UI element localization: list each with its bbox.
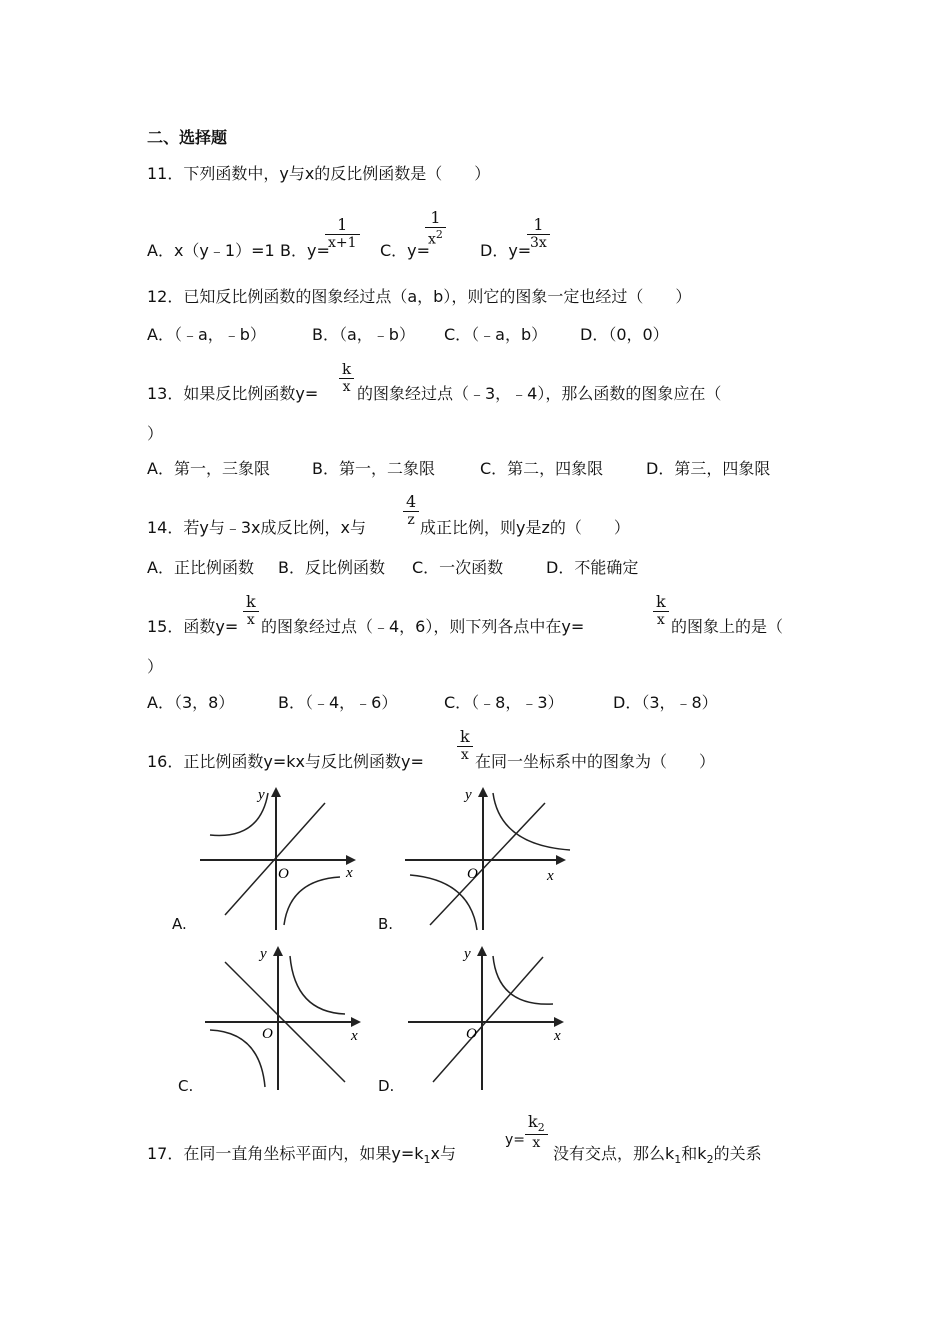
q16-stem-pre: 16．正比例函数y=kx与反比例函数y= <box>147 752 424 771</box>
q11-c-denominator <box>425 227 446 248</box>
q17-sub-a: 1 <box>674 1153 682 1167</box>
graph-b-hyperbola-q1 <box>493 793 570 850</box>
q14-stem-post: 成正比例，则y是z的（ ） <box>420 518 630 537</box>
graph-c-x-arrow <box>351 1017 361 1027</box>
q15-stem-mid: 的图象经过点（﹣4，6），则下列各点中在y= <box>261 617 585 636</box>
q12-stem: 12．已知反比例函数的图象经过点（a，b），则它的图象一定也经过（ ） <box>147 287 692 306</box>
section-title: 二、选择题 <box>147 128 228 147</box>
q14-option-d: D．不能确定 <box>546 558 639 577</box>
q16-graph-a <box>200 785 365 933</box>
q16-option-a: A. <box>172 915 187 933</box>
q15-option-d: D．（3，﹣8） <box>613 693 718 712</box>
q13-numerator: k <box>342 360 352 378</box>
q14-numerator: 4 <box>406 492 417 511</box>
graph-d-x-label: x <box>554 1028 561 1044</box>
q11-stem: 11．下列函数中，y与x的反比例函数是（ ） <box>147 164 491 183</box>
graph-a-y-label: y <box>258 787 265 803</box>
q13-stem-post: 的图象经过点（﹣3，﹣4），那么函数的图象应在（ <box>357 384 722 403</box>
q15-option-c: C．（﹣8，﹣3） <box>444 693 564 712</box>
q15-option-b: B．（﹣4，﹣6） <box>278 693 398 712</box>
q11-d-fraction <box>527 215 550 251</box>
graph-a-y-arrow <box>271 787 281 797</box>
q17-stem-mid: x与 <box>430 1144 456 1163</box>
q17-stem <box>147 1144 456 1170</box>
q11-b-numerator: 1 <box>337 215 348 234</box>
graph-b-hyperbola-q3 <box>410 875 477 930</box>
graph-b-x-arrow <box>556 855 566 865</box>
q16-numerator: k <box>460 727 470 746</box>
q17-num-k: k <box>528 1112 538 1131</box>
q16-option-b: B. <box>378 915 394 933</box>
q15-option-a: A．（3，8） <box>147 693 235 712</box>
q17-num-sub: 2 <box>537 1121 545 1135</box>
graph-c-hyperbola-q1 <box>290 956 345 1014</box>
q12-option-a: A．（﹣a，﹣b） <box>147 325 266 344</box>
graph-d-y-label: y <box>464 946 471 962</box>
q15-numerator-1: k <box>246 592 256 611</box>
graph-c-y-label: y <box>260 946 267 962</box>
q17-sub-b: 2 <box>706 1153 714 1167</box>
q15-denominator-1: x <box>243 611 259 628</box>
graph-d-y-arrow <box>477 946 487 956</box>
q11-option-c: C．y= <box>380 241 431 260</box>
q14-fraction <box>403 492 419 528</box>
q14-option-a: A．正比例函数 <box>147 558 254 577</box>
graph-a-x-arrow <box>346 855 356 865</box>
q17-stem-pre: 17．在同一直角坐标平面内，如果y=k <box>147 1144 424 1163</box>
q13-fraction <box>339 360 354 395</box>
graph-c-hyperbola-q3 <box>210 1030 265 1087</box>
graph-c-y-arrow <box>273 946 283 956</box>
q17-y-equals: y= <box>505 1132 526 1148</box>
q11-b-fraction <box>325 215 360 251</box>
graph-d-origin-label: O <box>466 1026 477 1042</box>
q15-stem-pre: 15．函数y= <box>147 617 239 636</box>
q14-stem-pre: 14．若y与﹣3x成反比例，x与 <box>147 518 366 537</box>
q13-stem-line2: ） <box>147 424 164 443</box>
graph-c-origin-label: O <box>262 1026 273 1042</box>
q17-stem-post <box>553 1144 762 1170</box>
q11-c-den-base: x <box>428 231 436 248</box>
q11-option-a: A．x（y﹣1）=1 <box>147 241 275 260</box>
q16-graph-d <box>408 942 573 1092</box>
q15-stem-line2: ） <box>147 657 164 676</box>
q11-c-den-exponent: 2 <box>435 228 443 241</box>
q13-denominator: x <box>339 378 354 395</box>
graph-c-x-label: x <box>351 1028 358 1044</box>
q17-sub-1: 1 <box>423 1153 431 1167</box>
q15-denominator-2: x <box>653 611 669 628</box>
q12-option-c: C．（﹣a，b） <box>444 325 548 344</box>
q17-denominator: x <box>525 1134 548 1151</box>
q16-stem-post: 在同一坐标系中的图象为（ ） <box>475 752 716 771</box>
graph-d-x-arrow <box>554 1017 564 1027</box>
graph-a-hyperbola-q4 <box>284 877 340 925</box>
q15-stem-post: 的图象上的是（ <box>671 617 784 636</box>
graph-b-line <box>430 803 545 925</box>
q14-option-b: B．反比例函数 <box>278 558 385 577</box>
q11-c-numerator: 1 <box>430 208 441 227</box>
q11-option-b: B．y= <box>280 241 330 260</box>
q16-graph-c <box>205 942 370 1092</box>
q12-option-d: D．（0，0） <box>580 325 669 344</box>
q16-option-d: D. <box>378 1077 395 1095</box>
q17-fraction <box>525 1112 548 1151</box>
q15-fraction-2 <box>653 592 669 628</box>
q13-option-c: C．第二，四象限 <box>480 459 604 478</box>
q13-option-a: A．第一，三象限 <box>147 459 270 478</box>
graph-b-origin-label: O <box>467 866 478 882</box>
graph-a-x-label: x <box>346 865 353 881</box>
q11-d-numerator: 1 <box>533 215 544 234</box>
graph-b-y-label: y <box>465 787 472 803</box>
q14-option-c: C．一次函数 <box>412 558 504 577</box>
q11-option-d: D．y= <box>480 241 532 260</box>
q16-denominator: x <box>457 746 473 763</box>
q11-b-denominator: x+1 <box>325 234 360 251</box>
q15-numerator-2: k <box>656 592 666 611</box>
q12-option-b: B．（a，﹣b） <box>312 325 415 344</box>
q17-tail: 的关系 <box>713 1144 762 1163</box>
q17-post: 没有交点，那么k <box>553 1144 675 1163</box>
q13-option-b: B．第一，二象限 <box>312 459 435 478</box>
q16-fraction <box>457 727 473 763</box>
graph-d-line <box>433 957 543 1082</box>
q13-stem-pre: 13．如果反比例函数y= <box>147 384 319 403</box>
q15-fraction-1 <box>243 592 259 628</box>
graph-b-x-label: x <box>547 868 554 884</box>
q11-d-denominator: 3x <box>527 234 550 251</box>
q11-c-fraction <box>425 208 446 248</box>
q14-denominator: z <box>403 511 419 528</box>
graph-a-origin-label: O <box>278 866 289 882</box>
q16-option-c: C. <box>178 1077 194 1095</box>
q16-graph-b <box>405 785 575 933</box>
q13-option-d: D．第三，四象限 <box>646 459 771 478</box>
q17-numerator <box>525 1112 548 1134</box>
q17-and: 和k <box>681 1144 707 1163</box>
graph-b-y-arrow <box>478 787 488 797</box>
